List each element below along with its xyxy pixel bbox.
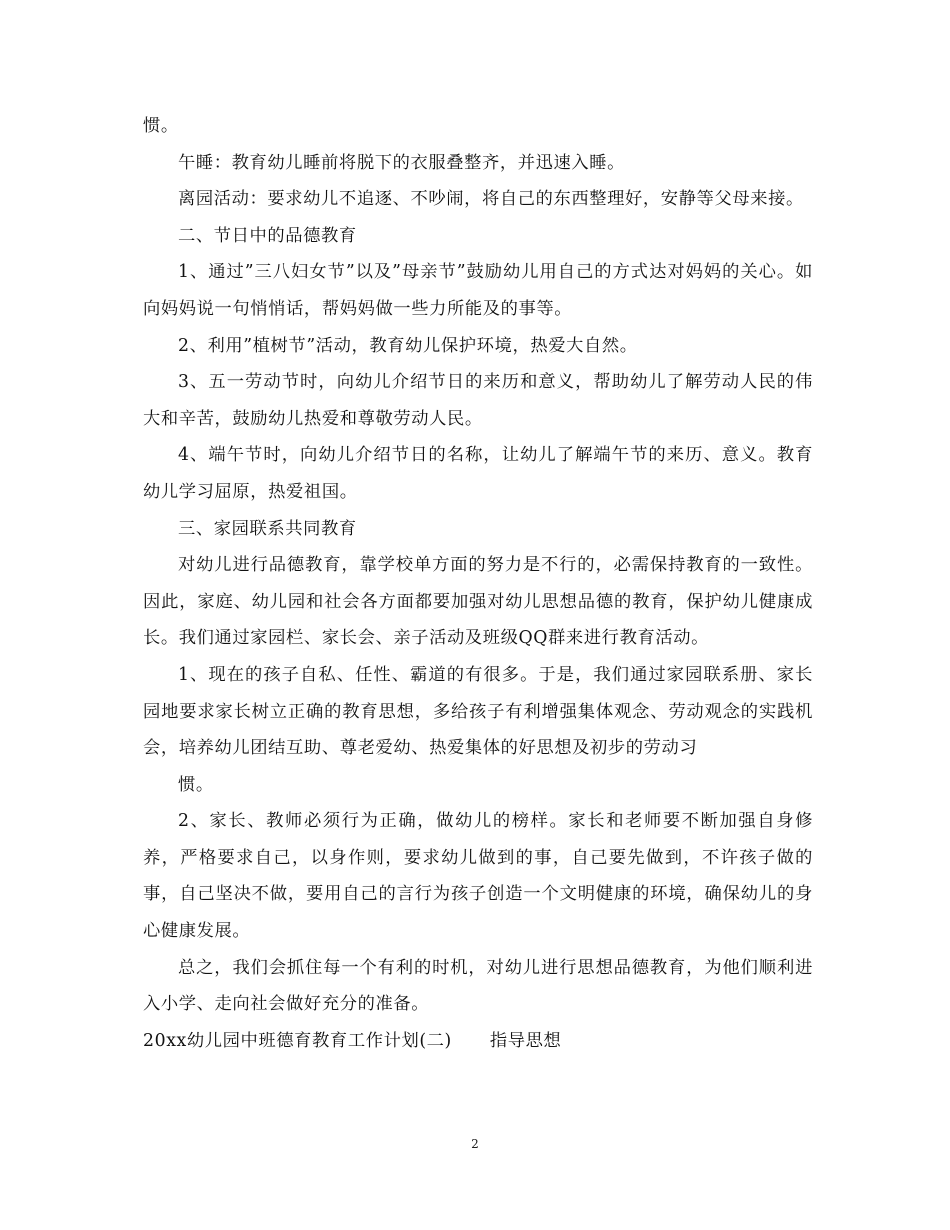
paragraph-home-school-intro: 对幼儿进行品德教育，靠学校单方面的努力是不行的，必需保持教育的一致性。因此，家庭、幼儿园和社会各方面都要加强对幼儿思想品德的教育，保护幼儿健康成长。我们通过家园栏、家长会、亲子活动及班级QQ群来进行教育活动。: [143, 555, 813, 649]
paragraph-home-school-2: 2、家长、教师必须行为正确，做幼儿的榜样。家长和老师要不断加强自身修养，严格要求自己，以身作则，要求幼儿做到的事，自己要先做到，不许孩子做的事，自己坚决不做，要用自己的言行为孩子创造一个文明健康的环境，确保幼儿的身心健康发展。: [143, 811, 813, 942]
section-heading-holidays: 二、节日中的品德教育: [178, 225, 357, 246]
paragraph-home-school-1-end: 惯。: [178, 774, 214, 795]
paragraph-leaving: 离园活动：要求幼儿不追逐、不吵闹，将自己的东西整理好，安静等父母来接。: [178, 189, 804, 210]
next-plan-subtitle: 指导思想: [489, 1030, 562, 1051]
next-plan-title: 20xx幼儿园中班德育教育工作计划(二): [143, 1030, 452, 1051]
document-body: [143, 108, 813, 1059]
paragraph-summary: 总之，我们会抓住每一个有利的时机，对幼儿进行思想品德教育，为他们顺利进入小学、走向社会做好充分的准备。: [143, 957, 813, 1015]
paragraph-nap: 午睡：教育幼儿睡前将脱下的衣服叠整齐，并迅速入睡。: [178, 152, 626, 173]
paragraph-holiday-4: 4、端午节时，向幼儿介绍节日的名称，让幼儿了解端午节的来历、意义。教育幼儿学习屈原，热爱祖国。: [143, 445, 813, 502]
paragraph-continuation-top: 惯。: [143, 116, 179, 136]
paragraph-holiday-3: 3、五一劳动节时，向幼儿介绍节日的来历和意义，帮助幼儿了解劳动人民的伟大和辛苦，鼓励幼儿热爱和尊敬劳动人民。: [143, 372, 813, 429]
page-number: 2: [471, 1137, 479, 1151]
paragraph-home-school-1: 1、现在的孩子自私、任性、霸道的有很多。于是，我们通过家园联系册、家长园地要求家长树立正确的教育思想，多给孩子有利增强集体观念、劳动观念的实践机会，培养幼儿团结互助、尊老爱幼、热爱集体的好思想及初步的劳动习: [143, 664, 813, 759]
section-heading-home-school: 三、家园联系共同教育: [178, 518, 357, 539]
paragraph-holiday-1: 1、通过”三八妇女节”以及”母亲节”鼓励幼儿用自己的方式达对妈妈的关心。如向妈妈说一句悄悄话，帮妈妈做一些力所能及的事等。: [143, 262, 813, 319]
next-plan-heading: [143, 1023, 813, 1060]
paragraph-holiday-2: 2、利用”植树节”活动，教育幼儿保护环境，热爱大自然。: [178, 335, 638, 356]
